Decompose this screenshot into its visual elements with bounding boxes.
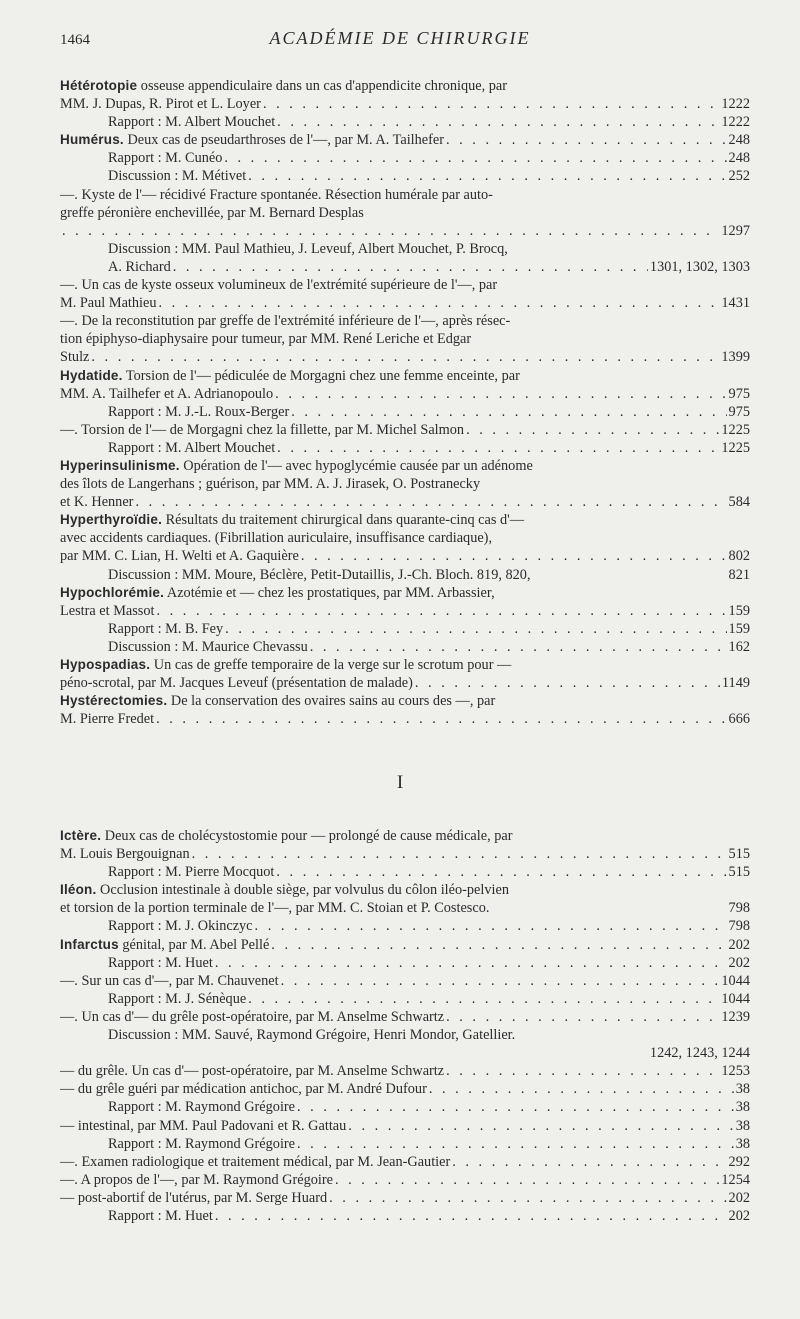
entry-text — [108, 954, 213, 972]
page-ref: 159 — [728, 620, 750, 637]
leader-dots — [192, 845, 727, 863]
entry-text — [108, 149, 222, 167]
entry-label: —. Torsion de l'— de Morgagni chez la fillette, par M. Michel Salmon — [60, 421, 465, 438]
entry-text — [60, 348, 89, 366]
index-entry — [60, 312, 750, 366]
entry-label: Rapport : M. Pierre Mocquot — [108, 864, 275, 881]
entry-label: M. Louis Bergouignan — [60, 846, 190, 863]
entry-line — [60, 457, 750, 475]
entry-line — [108, 1098, 750, 1116]
entry-text: —. Un cas de kyste osseux volumineux de l'extrémité supérieure de l'—, par — [60, 277, 498, 294]
page-ref: 798 — [728, 900, 750, 917]
index-entry — [60, 972, 750, 990]
leader-dots — [248, 167, 726, 185]
entry-line — [60, 77, 750, 95]
entry-line — [60, 385, 750, 403]
entry-line — [60, 493, 750, 511]
entry-text — [108, 1207, 213, 1225]
entry-text: Azotémie et — chez les prostatiques, par MM. Arbassier, — [166, 584, 495, 601]
entry-line — [60, 845, 750, 863]
entry-line — [60, 710, 750, 728]
page-ref: 252 — [728, 168, 750, 185]
leader-dots — [446, 131, 727, 149]
entry-text: Deux cas de cholécystostomie pour — prolongé de cause médicale, par — [104, 828, 513, 844]
entry-text — [60, 936, 269, 954]
entry-label: Rapport : M. Huet — [108, 1207, 213, 1224]
leader-dots — [215, 1207, 727, 1225]
entry-line: greffe péronière enchevillée, par M. Bernard Desplas — [60, 204, 364, 221]
entry-label: Lestra et Massot — [60, 602, 155, 619]
entry-line — [108, 990, 750, 1008]
entry-label: Rapport : M. Raymond Grégoire — [108, 1135, 296, 1152]
leader-dots — [91, 348, 719, 366]
index-entry — [60, 656, 750, 692]
entry-label: Rapport : M. Huet — [108, 954, 213, 971]
page-number: 1464 — [60, 32, 90, 48]
entry-label: Discussion : M. Maurice Chevassu — [108, 638, 308, 655]
entry-label: —. Sur un cas d'—, par M. Chauvenet — [60, 972, 279, 989]
entry-label: péno-scrotal, par M. Jacques Leveuf (présentation de malade) — [60, 675, 413, 692]
page-ref: 1399 — [721, 349, 750, 366]
entry-line — [60, 1171, 750, 1189]
index-subentry — [60, 863, 750, 881]
entry-headword: Hyperthyroïdie. — [60, 512, 163, 528]
page-ref: 202 — [728, 954, 750, 971]
leader-dots — [159, 294, 720, 312]
index-entry — [60, 276, 750, 312]
index-section-h — [60, 77, 750, 728]
page-ref: 975 — [728, 385, 750, 402]
entry-line: tion épiphyso-diaphysaire pour tumeur, par MM. René Leriche et Edgar — [60, 331, 472, 348]
leader-dots — [310, 638, 727, 656]
index-entry — [60, 1080, 750, 1098]
entry-text: osseuse appendiculaire dans un cas d'appendicite chronique, par — [140, 78, 508, 94]
entry-label: —. A propos de l'—, par M. Raymond Grégoire — [60, 1171, 333, 1188]
leader-dots — [225, 620, 726, 638]
entry-line — [60, 421, 750, 439]
entry-label: A. Richard — [108, 258, 171, 275]
entry-line — [108, 566, 750, 584]
index-entry — [60, 421, 750, 439]
entry-headword: Humérus. — [60, 132, 124, 148]
index-entry — [60, 1062, 750, 1080]
index-subentry — [60, 638, 750, 656]
entry-headword: Hétérotopie — [60, 78, 138, 93]
entry-line — [60, 1189, 750, 1207]
leader-dots — [135, 493, 726, 511]
entry-label: Rapport : M. B. Fey — [108, 620, 224, 637]
index-entry — [60, 936, 750, 954]
entry-label: génital, par M. Abel Pellé — [122, 936, 270, 953]
entry-line — [108, 863, 750, 881]
entry-line — [60, 312, 750, 330]
index-subentry — [60, 1207, 750, 1225]
entry-line — [60, 276, 750, 294]
entry-text — [60, 1080, 427, 1098]
leader-dots — [277, 439, 719, 457]
page-ref: 38 — [735, 1099, 750, 1116]
leader-dots — [157, 602, 727, 620]
entry-text — [60, 1171, 333, 1189]
page-ref: 1225 — [721, 439, 750, 456]
leader-dots — [429, 1080, 734, 1098]
page-ref: 515 — [728, 864, 750, 881]
entry-text — [60, 421, 464, 439]
entry-label: — post-abortif de l'utérus, par M. Serge Huard — [60, 1189, 328, 1206]
entry-label: — du grêle guéri par médication antichoc, par M. André Dufour — [60, 1081, 427, 1098]
entry-line — [60, 367, 750, 385]
leader-dots — [297, 1135, 734, 1153]
entry-headword: Hydatide. — [60, 367, 123, 383]
page-ref: 666 — [728, 711, 750, 728]
entry-text — [108, 1098, 295, 1116]
entry-label: Discussion : MM. Moure, Béclère, Petit-Dutaillis, J.-Ch. Bloch. 819, 820, — [108, 566, 531, 583]
entry-text — [108, 258, 171, 276]
page-ref: 975 — [728, 403, 750, 420]
entry-line — [108, 439, 750, 457]
entry-line — [60, 1153, 750, 1171]
index-subentry — [60, 1135, 750, 1153]
entry-text: —. Kyste de l'— récidivé Fracture spontanée. Résection humérale par auto- — [60, 186, 493, 203]
leader-dots — [173, 258, 648, 276]
page-ref: 162 — [728, 638, 750, 655]
page-ref: 821 — [728, 566, 750, 583]
page-ref: 515 — [728, 846, 750, 863]
index-subentry — [60, 113, 750, 131]
page-ref: 202 — [728, 1207, 750, 1224]
page-ref: 1222 — [721, 114, 750, 131]
entry-text — [60, 899, 489, 917]
entry-line — [108, 167, 750, 185]
entry-label: M. Paul Mathieu — [60, 295, 157, 312]
entry-line — [60, 584, 750, 602]
entry-label: MM. A. Tailhefer et A. Adrianopoulo — [60, 385, 274, 402]
entry-text — [108, 439, 275, 457]
index-entry — [60, 1171, 750, 1189]
entry-text — [108, 917, 253, 935]
entry-line — [108, 638, 750, 656]
index-entry — [60, 1153, 750, 1171]
page-ref: 802 — [728, 548, 750, 565]
index-entry — [60, 1008, 750, 1026]
entry-line — [108, 620, 750, 638]
leader-dots — [297, 1098, 734, 1116]
index-entry — [60, 367, 750, 403]
entry-label: Rapport : M. J. Sénèque — [108, 990, 247, 1007]
index-entry — [60, 131, 750, 149]
page-ref: 1431 — [721, 295, 750, 312]
entry-line — [108, 403, 750, 421]
entry-headword: Iléon. — [60, 882, 97, 898]
entry-label: Rapport : M. Raymond Grégoire — [108, 1099, 296, 1116]
entry-text: Torsion de l'— pédiculée de Morgagni chez une femme enceinte, par — [125, 367, 520, 384]
entry-text — [60, 1117, 346, 1135]
page-ref: 202 — [728, 1189, 750, 1206]
index-subentry — [60, 620, 750, 638]
page-ref: 1239 — [721, 1008, 750, 1025]
entry-text — [60, 845, 190, 863]
index-entry — [60, 881, 750, 917]
entry-line — [108, 1026, 750, 1044]
entry-label: Rapport : M. J.-L. Roux-Berger — [108, 403, 290, 420]
entry-line — [60, 899, 750, 917]
entry-headword: Hypospadias. — [60, 657, 151, 672]
index-subentry — [60, 1026, 750, 1062]
index-entry — [60, 457, 750, 511]
entry-line — [60, 1062, 750, 1080]
index-entry — [60, 77, 750, 113]
entry-label: Rapport : M. Albert Mouchet — [108, 439, 276, 456]
entry-line — [60, 656, 750, 674]
leader-dots — [156, 710, 726, 728]
leader-dots — [224, 149, 726, 167]
page-ref: 1253 — [721, 1063, 750, 1080]
leader-dots — [466, 421, 719, 439]
entry-label: — du grêle. Un cas d'— post-opératoire, par M. Anselme Schwartz — [60, 1063, 445, 1080]
running-title: ACADÉMIE DE CHIRURGIE — [269, 28, 531, 48]
entry-text — [108, 990, 246, 1008]
entry-text — [108, 863, 274, 881]
entry-label: —. Un cas d'— du grêle post-opératoire, par M. Anselme Schwartz — [60, 1008, 445, 1025]
leader-dots — [263, 95, 719, 113]
leader-dots — [277, 113, 719, 131]
entry-label: — intestinal, par MM. Paul Padovani et R. Gattau — [60, 1117, 347, 1134]
entry-text: Opération de l'— avec hypoglycémie causée par un adénome — [183, 457, 533, 474]
entry-text — [60, 1153, 450, 1171]
leader-dots — [291, 403, 726, 421]
leader-dots — [62, 222, 719, 240]
entry-label: Discussion : M. Métivet — [108, 168, 247, 185]
entry-label: par MM. C. Lian, H. Welti et A. Gaquière — [60, 548, 299, 565]
entry-line — [60, 1117, 750, 1135]
entry-text — [60, 385, 273, 403]
index-subentry — [60, 439, 750, 457]
entry-line — [60, 674, 750, 692]
entry-line — [60, 131, 750, 149]
index-subentry — [60, 990, 750, 1008]
index-subentry — [60, 954, 750, 972]
index-entry — [60, 186, 750, 240]
entry-label: et torsion de la portion terminale de l'—, par MM. C. Stoian et P. Costesco. — [60, 900, 490, 917]
index-subentry — [60, 566, 750, 584]
index-entry — [60, 692, 750, 728]
index-subentry — [60, 1098, 750, 1116]
entry-text — [108, 167, 246, 185]
leader-dots — [215, 954, 727, 972]
entry-line — [108, 954, 750, 972]
leader-dots — [415, 674, 720, 692]
entry-label: Deux cas de pseudarthroses de l'—, par M. A. Tailhefer — [127, 132, 444, 149]
index-entry — [60, 1117, 750, 1135]
entry-line: avec accidents cardiaques. (Fibrillation auriculaire, insuffisance cardiaque), — [60, 530, 493, 547]
entry-label: —. Examen radiologique et traitement médical, par M. Jean-Gautier — [60, 1153, 451, 1170]
entry-line — [60, 294, 750, 312]
entry-line — [108, 917, 750, 935]
page-ref: 202 — [728, 936, 750, 953]
index-entry — [60, 1189, 750, 1207]
entry-text — [60, 674, 413, 692]
entry-text: —. De la reconstitution par greffe de l'extrémité inférieure de l'—, après résec- — [60, 313, 511, 330]
entry-headword: Ictère. — [60, 828, 102, 843]
entry-headword: Infarctus — [60, 936, 119, 952]
page-ref: 248 — [728, 132, 750, 149]
entry-line — [108, 1207, 750, 1225]
index-subentry — [60, 403, 750, 421]
page-ref: 1044 — [721, 990, 750, 1007]
entry-label: Stulz — [60, 349, 90, 366]
entry-label: Rapport : M. Cunéo — [108, 150, 223, 167]
entry-headword: Hypochlorémie. — [60, 584, 165, 600]
leader-dots — [276, 863, 726, 881]
index-subentry — [60, 167, 750, 185]
leader-dots — [329, 1189, 726, 1207]
index-subentry — [60, 240, 750, 276]
leader-dots — [452, 1153, 726, 1171]
entry-text: Un cas de greffe temporaire de la verge sur le scrotum pour — — [153, 657, 512, 673]
entry-label: M. Pierre Fredet — [60, 711, 155, 728]
page-ref: 38 — [735, 1117, 750, 1134]
entry-label: MM. J. Dupas, R. Pirot et L. Loyer — [60, 96, 261, 113]
entry-text: De la conservation des ovaires sains au cours des —, par — [170, 693, 496, 710]
entry-text: Discussion : MM. Paul Mathieu, J. Leveuf, Albert Mouchet, P. Brocq, — [108, 240, 508, 257]
leader-dots — [275, 385, 726, 403]
leader-dots — [348, 1117, 733, 1135]
index-section-i — [60, 827, 750, 1225]
page-ref: 159 — [728, 602, 750, 619]
entry-line — [60, 186, 750, 204]
entry-headword: Hystérectomies. — [60, 693, 168, 709]
entry-line — [60, 881, 750, 899]
entry-line — [60, 692, 750, 710]
entry-line — [60, 95, 750, 113]
entry-text — [60, 710, 154, 728]
entry-line: des îlots de Langerhans ; guérison, par MM. A. J. Jirasek, O. Postranecky — [60, 476, 481, 493]
entry-text — [60, 131, 444, 149]
entry-text — [108, 403, 289, 421]
entry-text — [60, 972, 279, 990]
entry-text — [60, 493, 133, 511]
entry-line — [108, 258, 750, 276]
leader-dots — [255, 917, 727, 935]
index-entry — [60, 511, 750, 565]
index-subentry — [60, 917, 750, 935]
entry-label: Rapport : M. Albert Mouchet — [108, 114, 276, 131]
entry-text — [60, 602, 155, 620]
entry-line — [60, 936, 750, 954]
entry-text — [60, 1189, 327, 1207]
entry-line — [60, 348, 750, 366]
entry-text: Occlusion intestinale à double siège, par volvulus du côlon iléo-pelvien — [100, 882, 509, 899]
entry-text — [108, 566, 531, 584]
page-ref: 1301, 1302, 1303 — [649, 258, 750, 275]
entry-text: Résultats du traitement chirurgical dans quarante-cinq cas d'— — [165, 512, 525, 529]
page-ref: 38 — [735, 1135, 750, 1152]
entry-line — [60, 1080, 750, 1098]
entry-line — [60, 1008, 750, 1026]
entry-text — [60, 1008, 444, 1026]
page-ref: 1044 — [721, 972, 750, 989]
entry-line — [60, 602, 750, 620]
page-ref: 1242, 1243, 1244 — [649, 1045, 750, 1062]
leader-dots — [335, 1171, 719, 1189]
leader-dots — [281, 972, 720, 990]
page-ref: 1297 — [721, 222, 750, 239]
page-ref: 1254 — [721, 1171, 750, 1188]
entry-line — [60, 972, 750, 990]
index-entry — [60, 827, 750, 863]
leader-dots — [446, 1062, 719, 1080]
leader-dots — [271, 936, 726, 954]
entry-text — [60, 547, 299, 565]
page-ref: 1222 — [721, 96, 750, 113]
page-header — [60, 28, 740, 58]
entry-label: et K. Henner — [60, 494, 134, 511]
section-letter: I — [396, 772, 404, 793]
entry-line — [108, 113, 750, 131]
entry-text — [60, 1062, 444, 1080]
entry-text — [60, 294, 157, 312]
entry-text — [108, 1135, 295, 1153]
entry-text: Discussion : MM. Sauvé, Raymond Grégoire, Henri Mondor, Gatellier. — [108, 1027, 516, 1044]
entry-line — [60, 547, 750, 565]
page-ref: 798 — [728, 918, 750, 935]
page-ref: 1225 — [721, 421, 750, 438]
leader-dots — [301, 547, 727, 565]
entry-line — [60, 511, 750, 529]
entry-line — [108, 1135, 750, 1153]
leader-dots — [248, 990, 719, 1008]
page-ref: 248 — [728, 150, 750, 167]
index-entry — [60, 584, 750, 620]
entry-label: Rapport : M. J. Okinczyc — [108, 918, 253, 935]
entry-headword: Hyperinsulinisme. — [60, 457, 180, 473]
entry-line — [60, 222, 750, 240]
leader-dots — [446, 1008, 719, 1026]
page-ref: 1149 — [721, 675, 750, 692]
entry-text — [108, 638, 308, 656]
page-ref: 584 — [728, 494, 750, 511]
entry-line — [108, 149, 750, 167]
entry-text — [108, 620, 223, 638]
entry-text — [108, 113, 275, 131]
entry-text — [60, 95, 261, 113]
page-ref: 38 — [735, 1081, 750, 1098]
index-subentry — [60, 149, 750, 167]
entry-line — [60, 827, 750, 845]
entry-line — [108, 240, 750, 258]
page-ref: 292 — [728, 1153, 750, 1170]
